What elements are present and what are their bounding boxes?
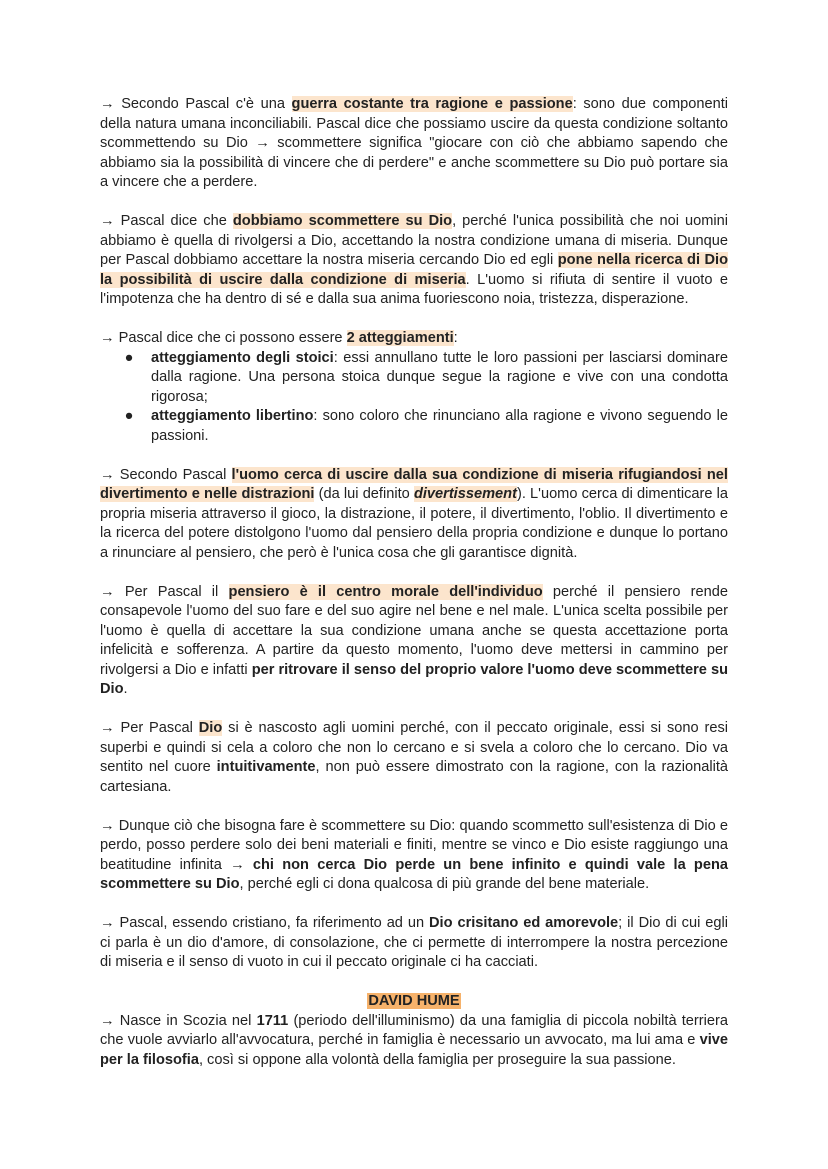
text: → Per Pascal il bbox=[100, 583, 229, 600]
list-item bbox=[124, 349, 729, 408]
paragraph-hidden-god bbox=[100, 719, 728, 797]
text: . L'uomo si rifiuta di sentire il vuoto e l'impotenza che ha dentro di sé e dalla sua anima fuoriescono noia, tristezza, disperazione. bbox=[100, 271, 728, 307]
text: → Secondo Pascal c'è una bbox=[100, 96, 292, 112]
paragraph-attitudes-intro bbox=[100, 329, 728, 349]
text: (periodo dell'illuminismo) da una famiglia di piccola nobiltà terriera che vuole avviarlo all'avvocatura, perché in famiglia è necessario un avvocato, ma lui ama e bbox=[100, 1012, 728, 1048]
text: . bbox=[123, 681, 128, 697]
text: → Pascal dice che ci possono essere bbox=[100, 330, 347, 346]
paragraph-thought bbox=[100, 583, 728, 700]
paragraph-pascal-war bbox=[100, 95, 728, 193]
text: → Per Pascal bbox=[100, 720, 199, 736]
paragraph-divertissement bbox=[100, 466, 728, 564]
bullet-icon: ● bbox=[124, 349, 134, 366]
highlight-italic: divertissement bbox=[413, 486, 517, 502]
text: si è nascosto agli uomini perché, con il peccato originale, essi si sono resi superbi e quindi si cela a coloro che non lo cercano e si svela a coloro che lo cercano. Dio va sentito nel cuore bbox=[100, 720, 729, 775]
text: : sono due componenti della natura umana inconciliabili. Pascal dice che possiamo uscire da questa condizione soltanto scommettendo su Dio → scommettere significa "giocare con ciò che abbiamo sapendo che abbiamo sia la possibilità di vincere che di perdere" e anche scommettere su Dio può portare sia a vincere che a perdere. bbox=[100, 96, 729, 190]
text: , non può essere dimostrato con la ragione, con la razionalità cartesiana. bbox=[100, 759, 728, 795]
paragraph-pascal-bet bbox=[100, 212, 728, 310]
paragraph-hume-bio bbox=[100, 1012, 728, 1071]
section-heading bbox=[100, 992, 728, 1012]
bold-text: 1711 bbox=[256, 1012, 289, 1029]
text: (da lui definito bbox=[314, 486, 414, 502]
paragraph-christian-god bbox=[100, 914, 728, 973]
list-item bbox=[124, 407, 728, 446]
text: perché il pensiero rende consapevole l'uomo del suo fare e del suo agire nel bene e nel male. L'unica scelta possibile per l'uomo è quella di accettare la sua condizione umana anche se questa accettazione porta infelicità e sofferenza. A partire da questo momento, l'uomo deve mettersi in cammino per rivolgersi a Dio e infatti bbox=[100, 583, 729, 678]
text: → Nasce in Scozia nel bbox=[100, 1012, 257, 1029]
heading-highlight: DAVID HUME bbox=[368, 993, 460, 1009]
bold-term: atteggiamento degli stoici bbox=[151, 349, 334, 366]
text: → Secondo Pascal bbox=[100, 466, 232, 483]
highlight: pone nella ricerca di Dio la possibilità di uscire dalla condizione di miseria bbox=[100, 252, 728, 288]
highlight: Dio bbox=[198, 720, 223, 736]
attitudes-list bbox=[100, 349, 728, 447]
text: ; il Dio di cui egli ci parla è un dio d'amore, di consolazione, che ci permette di interrompere la nostra percezione di miseria e il senso di vuoto in cui il peccato originale ci ha cacciati. bbox=[100, 915, 728, 970]
text: : sono coloro che rinunciano alla ragione e vivono seguendo le passioni. bbox=[151, 408, 728, 444]
text: → Pascal dice che bbox=[100, 213, 233, 229]
highlight: pensiero è il centro morale dell'individuo bbox=[228, 583, 543, 600]
bold-text: vive per la filosofia bbox=[100, 1032, 728, 1068]
text: : bbox=[453, 330, 458, 346]
highlight: 2 atteggiamenti bbox=[346, 330, 454, 346]
highlight: l'uomo cerca di uscire dalla sua condizione di miseria rifugiandosi nel divertimento e nelle distrazioni bbox=[100, 466, 728, 502]
text: , così si oppone alla volontà della famiglia per proseguire la sua passione. bbox=[198, 1051, 676, 1068]
text: → Dunque ciò che bisogna fare è scommettere su Dio: quando scommetto sull'esistenza di Dio e perdo, posso perdere solo dei beni materiali e finiti, mentre se vinco e Dio esiste raggiungo una beatitudine infinita → bbox=[100, 817, 728, 873]
text: , perché l'unica possibilità che noi uomini abbiamo è quella di rivolgersi a Dio, accettando la nostra condizione umana di miseria. Dunque per Pascal dobbiamo accettare la nostra miseria cercando Dio ed egli bbox=[100, 213, 728, 268]
text: : essi annullano tutte le loro passioni per lasciarsi dominare dalla ragione. Una persona stoica dunque segue la ragione e vive con una condotta rigorosa; bbox=[151, 349, 729, 405]
bullet-icon: ● bbox=[124, 408, 134, 424]
paragraph-wager bbox=[100, 817, 728, 895]
text: ). L'uomo cerca di dimenticare la propria miseria attraverso il gioco, la distrazione, il potere, il divertimento, l'oblio. Il divertimento e la ricerca del potere distolgono l'uomo dal pensiero della propria condizione e dunque lo portano a rinunciare al pensiero, che però è l'unica cosa che gli garantisce dignità. bbox=[100, 486, 728, 561]
bold-term: atteggiamento libertino bbox=[151, 408, 314, 424]
bold-text: Dio crisitano ed amorevole bbox=[429, 915, 619, 931]
highlight: guerra costante tra ragione e passione bbox=[291, 96, 573, 112]
bold-text: chi non cerca Dio perde un bene infinito e quindi vale la pena scommettere su Dio bbox=[100, 856, 728, 892]
text: , perché egli ci dona qualcosa di più grande del bene materiale. bbox=[239, 876, 650, 892]
text: → Pascal, essendo cristiano, fa riferimento ad un bbox=[100, 915, 430, 931]
document-page bbox=[100, 95, 728, 1090]
highlight: dobbiamo scommettere su Dio bbox=[232, 213, 453, 229]
bold-text: per ritrovare il senso del proprio valore l'uomo deve scommettere su Dio bbox=[100, 661, 728, 697]
bold-text: intuitivamente bbox=[216, 759, 316, 775]
